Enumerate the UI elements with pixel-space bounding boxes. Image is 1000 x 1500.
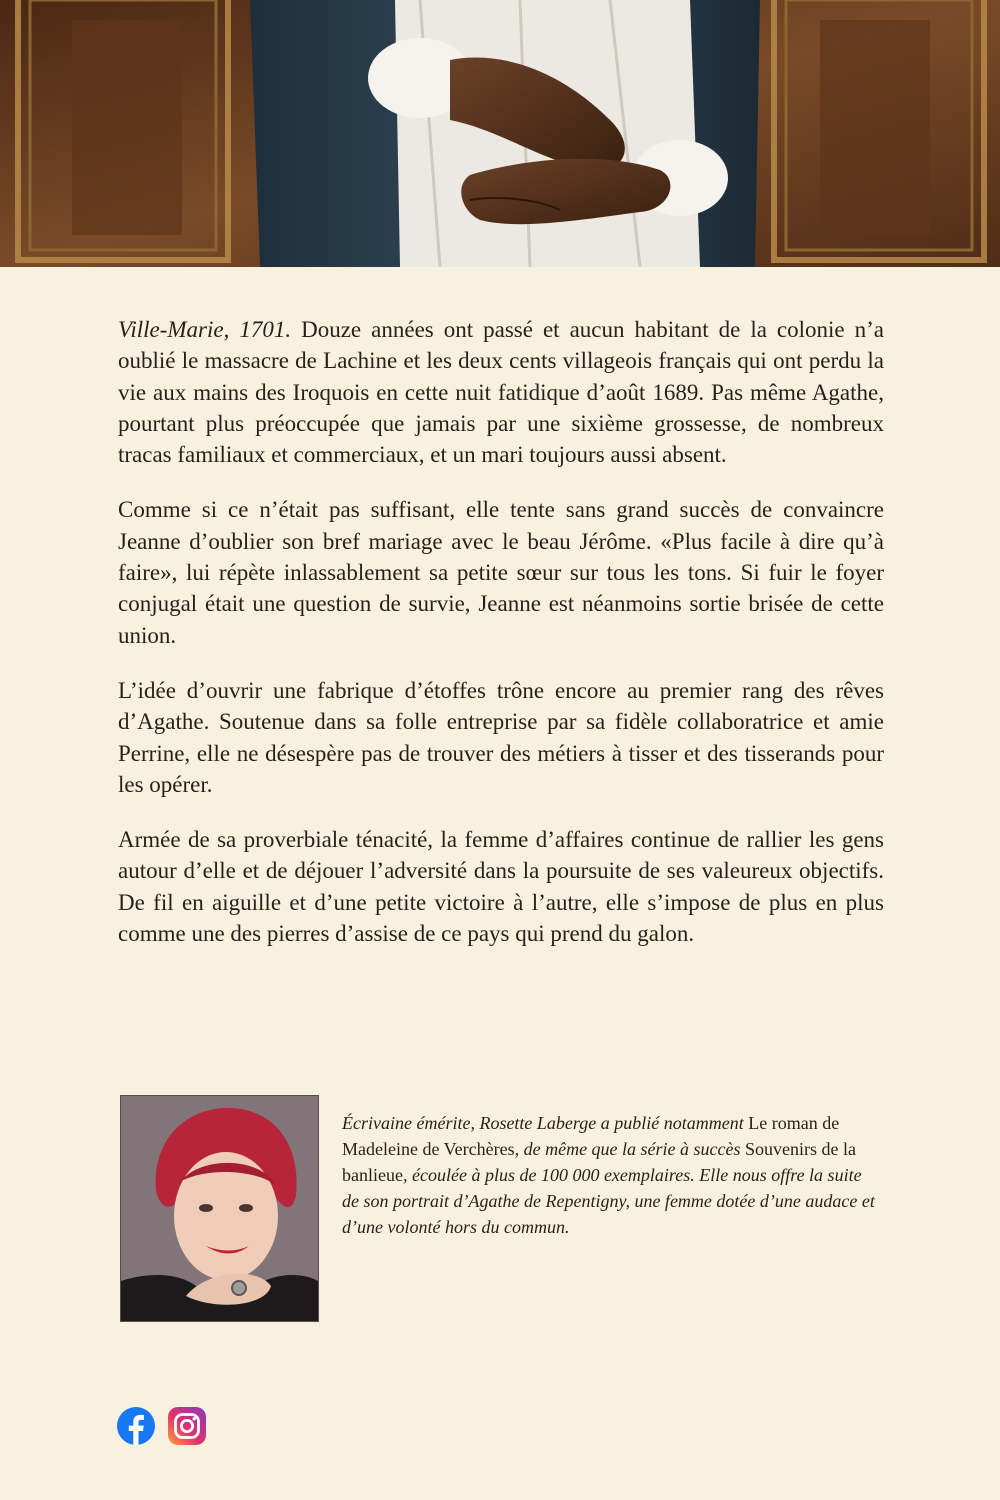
back-cover-blurb — [118, 314, 884, 973]
instagram-icon[interactable] — [168, 1407, 206, 1445]
author-bio-end: , écoulée à plus de 100 000 exemplaires. Elle nous offre la suite de son portrait d’Agathe de Repentigny, une femme dotée d’une audace et d’une volonté hors du commun. — [342, 1165, 875, 1237]
blurb-p1-text: Douze années ont passé et aucun habitant de la colonie n’a oublié le massacre de Lachine et les deux cents villageois français qui ont perdu la vie aux mains des Iroquois en cette nuit fatidique d’août 1689. Pas même Agathe, pourtant plus préoccupée que jamais par une sixième grossesse, de nombreux tracas familiaux et commerciaux, et un mari toujours aussi absent. — [118, 317, 884, 468]
author-bio-intro: Écrivaine émérite, Rosette Laberge a publié notamment — [342, 1113, 749, 1133]
cover-painting — [0, 0, 1000, 267]
blurb-lead: Ville-Marie, 1701. — [118, 317, 292, 342]
painting-illustration — [0, 0, 1000, 267]
blurb-paragraph-2: Comme si ce n’était pas suffisant, elle tente sans grand succès de convaincre Jeanne d’oublier son bref mariage avec le beau Jérôme. «Plus facile à dire qu’à faire», lui répète inlassablement sa petite sœur sur tous les tons. Si fuir le foyer conjugal était une question de survie, Jeanne est néanmoins sortie brisée de cette union. — [118, 497, 884, 648]
social-links — [117, 1407, 206, 1445]
author-bio-middle: , de même que la série à succès — [514, 1139, 746, 1159]
author-photo — [120, 1095, 319, 1322]
author-bio — [342, 1110, 882, 1240]
series-title-souvenirs: Souvenirs de la banlieue — [342, 1139, 857, 1185]
blurb-paragraph-1 — [118, 314, 884, 470]
book-title-madeleine: Le roman de Madeleine de Verchères — [342, 1113, 840, 1159]
blurb-paragraph-3: L’idée d’ouvrir une fabrique d’étoffes trône encore au premier rang des rêves d’Agathe. Soutenue dans sa folle entreprise par sa fidèle collaboratrice et amie Perrine, elle ne désespère pas de trouver des métiers à tisser et des tisserands pour les opérer. — [118, 677, 884, 797]
facebook-icon[interactable] — [117, 1407, 155, 1445]
author-portrait-image — [121, 1096, 318, 1321]
blurb-paragraph-4: Armée de sa proverbiale ténacité, la femme d’affaires continue de rallier les gens autour d’elle et de déjouer l’adversité dans la poursuite de ses valeureux objectifs. De fil en aiguille et d’une petite victoire à l’autre, elle s’impose de plus en plus comme une des pierres d’assise de ce pays qui prend du galon. — [118, 827, 884, 947]
